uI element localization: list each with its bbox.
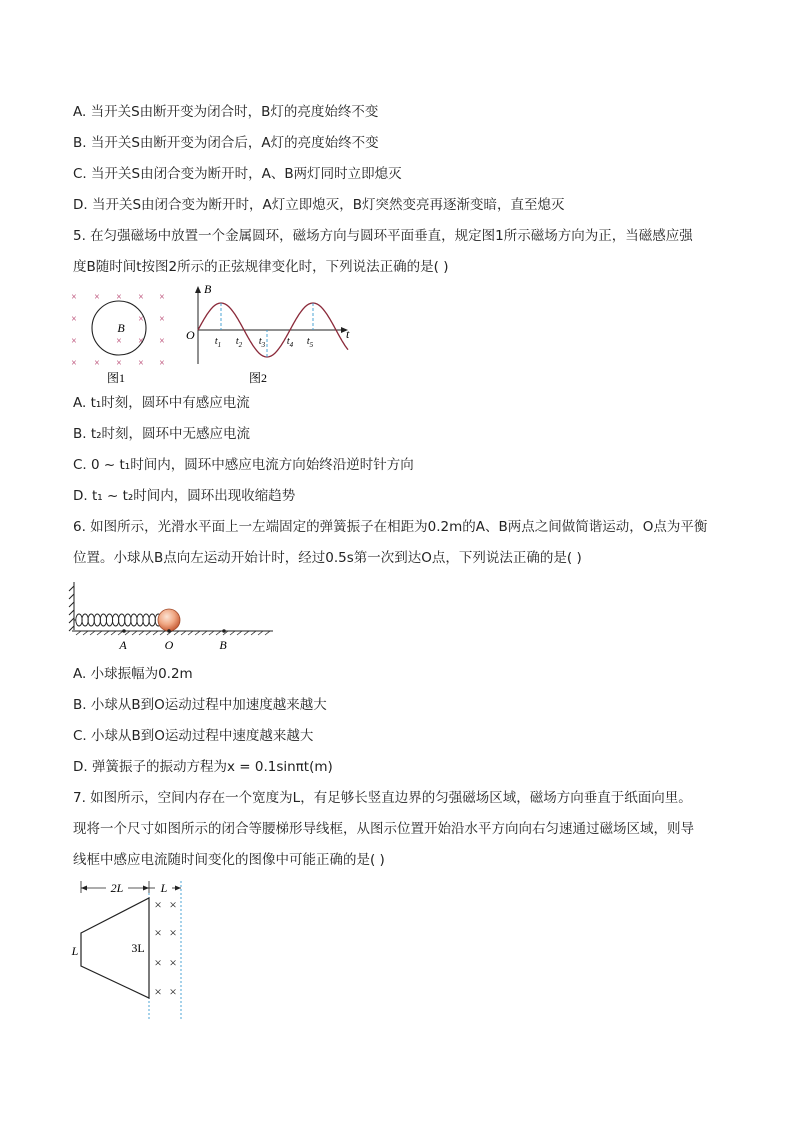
q7-stem-line-1: 7. 如图所示，空间内存在一个宽度为L，有足够长竖直边界的匀强磁场区域，磁场方向垂直于纸面向里。 — [73, 790, 692, 806]
tick-label-t3: $t_3$ — [258, 336, 266, 349]
q4-option-a: A. 当开关S由断开变为闭合时，B灯的亮度始终不变 — [73, 104, 379, 120]
label-3l: 3L — [131, 941, 145, 955]
q6-option-b: B. 小球从B到O运动过程中加速度越来越大 — [73, 697, 327, 713]
label-o: O — [164, 638, 174, 652]
q7-stem-line-2: 现将一个尺寸如图所示的闭合等腰梯形导线框，从图示位置开始沿水平方向向右匀速通过磁场区域，则导 — [73, 821, 694, 837]
figure-1-caption: 图1 — [106, 371, 126, 385]
field-cross: × — [154, 925, 162, 940]
field-cross: × — [94, 292, 100, 303]
field-cross: × — [154, 897, 162, 912]
field-label: B — [117, 321, 125, 335]
field-cross: × — [159, 336, 165, 347]
tick-label-t4: $t_4$ — [286, 336, 294, 349]
field-cross: × — [169, 925, 177, 940]
ball — [158, 609, 180, 631]
q6-option-c: C. 小球从B到O运动过程中速度越来越大 — [73, 728, 314, 744]
label-2l: 2L — [110, 881, 124, 895]
q6-option-a: A. 小球振幅为0.2m — [73, 666, 193, 682]
field-cross: × — [169, 955, 177, 970]
label-l-side: L — [71, 944, 79, 958]
q6-stem-line-2: 位置。小球从B点向左运动开始计时，经过0.5s第一次到达O点，下列说法正确的是( ) — [73, 550, 582, 566]
tick-label-t1: $t_1$ — [214, 336, 222, 349]
field-cross: × — [71, 358, 77, 369]
field-cross: × — [169, 984, 177, 999]
tick-label-t5: $t_5$ — [306, 336, 314, 349]
field-cross: × — [159, 292, 165, 303]
tick-label-t2: $t_2$ — [235, 336, 243, 349]
q4-option-c: C. 当开关S由闭合变为断开时，A、B两灯同时立即熄灭 — [73, 166, 402, 182]
q5-figure-2 — [180, 282, 355, 388]
floor-hatch — [76, 631, 270, 635]
field-cross: × — [94, 358, 100, 369]
point-a — [122, 629, 126, 633]
field-cross: × — [154, 984, 162, 999]
q5-stem-line-1: 5. 在匀强磁场中放置一个金属圆环，磁场方向与圆环平面垂直，规定图1所示磁场方向为正，当磁感应强 — [73, 228, 693, 244]
field-cross: × — [71, 336, 77, 347]
point-b — [222, 629, 226, 633]
field-cross: × — [169, 897, 177, 912]
b-axis-label: B — [204, 282, 212, 296]
q7-trapezoid-figure — [66, 876, 196, 1022]
field-cross: × — [159, 314, 165, 325]
b-axis-arrow — [195, 286, 201, 293]
label-b: B — [219, 638, 227, 652]
q5-option-a: A. t₁时刻，圆环中有感应电流 — [73, 395, 250, 411]
q6-option-d: D. 弹簧振子的振动方程为x = 0.1sinπt(m) — [73, 759, 333, 775]
q6-spring-figure — [66, 576, 282, 654]
field-cross: × — [138, 358, 144, 369]
figure-2-caption: 图2 — [248, 371, 268, 385]
spring — [74, 614, 162, 626]
field-cross: × — [71, 292, 77, 303]
field-cross: × — [138, 314, 144, 325]
q5-option-d: D. t₁ ~ t₂时间内，圆环出现收缩趋势 — [73, 488, 296, 504]
q5-option-b: B. t₂时刻，圆环中无感应电流 — [73, 426, 251, 442]
t-axis-label: t — [346, 327, 350, 341]
origin-label: O — [186, 328, 195, 342]
label-l-top: L — [160, 881, 168, 895]
label-a: A — [119, 638, 127, 652]
field-cross: × — [116, 358, 122, 369]
field-crosses-q7 — [154, 897, 176, 999]
field-cross: × — [159, 358, 165, 369]
q5-stem-line-2: 度B随时间t按图2所示的正弦规律变化时，下列说法正确的是( ) — [73, 259, 449, 275]
q7-stem-line-3: 线框中感应电流随时间变化的图像中可能正确的是( ) — [73, 852, 385, 868]
q4-option-b: B. 当开关S由断开变为闭合后，A灯的亮度始终不变 — [73, 135, 379, 151]
field-cross: × — [154, 955, 162, 970]
q5-option-c: C. 0 ~ t₁时间内，圆环中感应电流方向始终沿逆时针方向 — [73, 457, 414, 473]
q6-stem-line-1: 6. 如图所示，光滑水平面上一左端固定的弹簧振子在相距为0.2m的A、B两点之间做简谐运动，O点为平衡 — [73, 519, 708, 535]
wall — [69, 582, 74, 631]
field-cross: × — [138, 292, 144, 303]
field-cross: × — [71, 314, 77, 325]
field-cross: × — [138, 336, 144, 347]
q5-figure-1 — [62, 284, 172, 388]
field-cross: × — [116, 292, 122, 303]
point-o — [167, 629, 171, 633]
field-cross: × — [116, 336, 122, 347]
q4-option-d: D. 当开关S由闭合变为断开时，A灯立即熄灭，B灯突然变亮再逐渐变暗，直至熄灭 — [73, 197, 565, 213]
